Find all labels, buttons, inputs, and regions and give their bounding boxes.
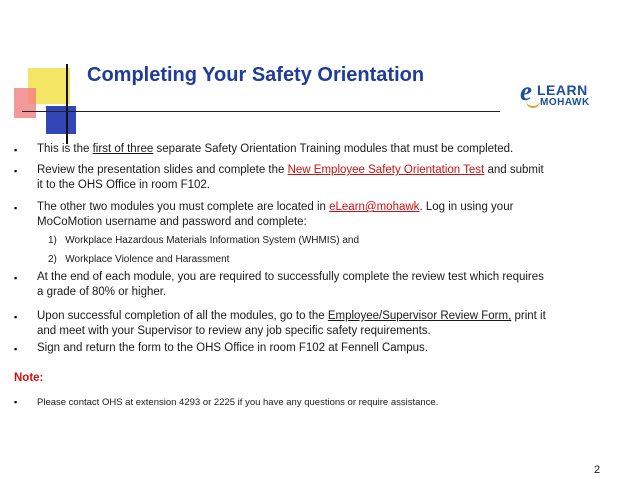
- bullet-1-post: separate Safety Orientation Training modules that must be completed.: [153, 143, 514, 155]
- sub-item-2-num: 2): [48, 254, 57, 265]
- logo-swoosh-icon: [526, 100, 540, 108]
- sub-item-1-text: Workplace Hazardous Materials Information System (WHMIS) and: [65, 235, 360, 246]
- safety-test-link[interactable]: New Employee Safety Orientation Test: [287, 164, 485, 176]
- note-label: Note:: [14, 372, 44, 384]
- bullet-icon: ▪: [14, 397, 18, 407]
- bullet-3-post: . Log in using your MoCoMotion username and password and complete:: [37, 201, 514, 228]
- logo-e: e: [520, 76, 532, 106]
- elearn-mohawk-logo: [520, 76, 590, 110]
- bullet-icon: ▪: [14, 145, 18, 155]
- bullet-5-post: print it and meet with your Supervisor to review any job specific safety requirements.: [37, 310, 546, 337]
- note-text: Please contact OHS at extension 4293 or 2225 if you have any questions or require assistance.: [37, 397, 439, 408]
- elearn-link[interactable]: eLearn@mohawk: [329, 201, 420, 213]
- bullet-5: [37, 309, 557, 339]
- sub-item-1-num: 1): [48, 235, 57, 246]
- slide-title: Completing Your Safety Orientation: [87, 64, 425, 86]
- decor-red-square: [14, 88, 36, 118]
- bullet-icon: ▪: [14, 312, 18, 322]
- sub-item-2-text: Workplace Violence and Harassment: [65, 254, 230, 265]
- bullet-1-emphasis: first of three: [92, 143, 154, 155]
- bullet-icon: ▪: [14, 344, 18, 354]
- bullet-5-pre: Upon successful completion of all the modules, go to the: [37, 310, 328, 322]
- bullet-6: Sign and return the form to the OHS Office in room F102 at Fennell Campus.: [37, 342, 428, 354]
- bullet-icon: ▪: [14, 203, 18, 213]
- bullet-2-pre: Review the presentation slides and complete the: [37, 164, 288, 176]
- bullet-icon: ▪: [14, 166, 18, 176]
- sub-item-2: [48, 253, 229, 266]
- bullet-1: [37, 142, 597, 157]
- bullet-3: [37, 200, 557, 230]
- decor-vertical-line: [66, 64, 68, 144]
- bullet-1-pre: This is the: [37, 143, 93, 155]
- bullet-icon: ▪: [14, 273, 18, 283]
- bullet-2-post: and submit it to the OHS Office in room F102.: [37, 164, 544, 191]
- bullet-2: [37, 163, 547, 193]
- review-form-link[interactable]: Employee/Supervisor Review Form,: [327, 310, 512, 322]
- bullet-4: At the end of each module, you are required to successfully complete the review test which requires a grade of 80% or higher.: [37, 271, 544, 298]
- bullet-3-pre: The other two modules you must complete are located in: [37, 201, 330, 213]
- sub-item-1: [48, 234, 359, 247]
- logo-mohawk: MOHAWK: [540, 97, 590, 108]
- decor-horizontal-line: [22, 111, 500, 112]
- logo-learn: LEARN: [537, 82, 588, 98]
- page-number: 2: [594, 464, 601, 476]
